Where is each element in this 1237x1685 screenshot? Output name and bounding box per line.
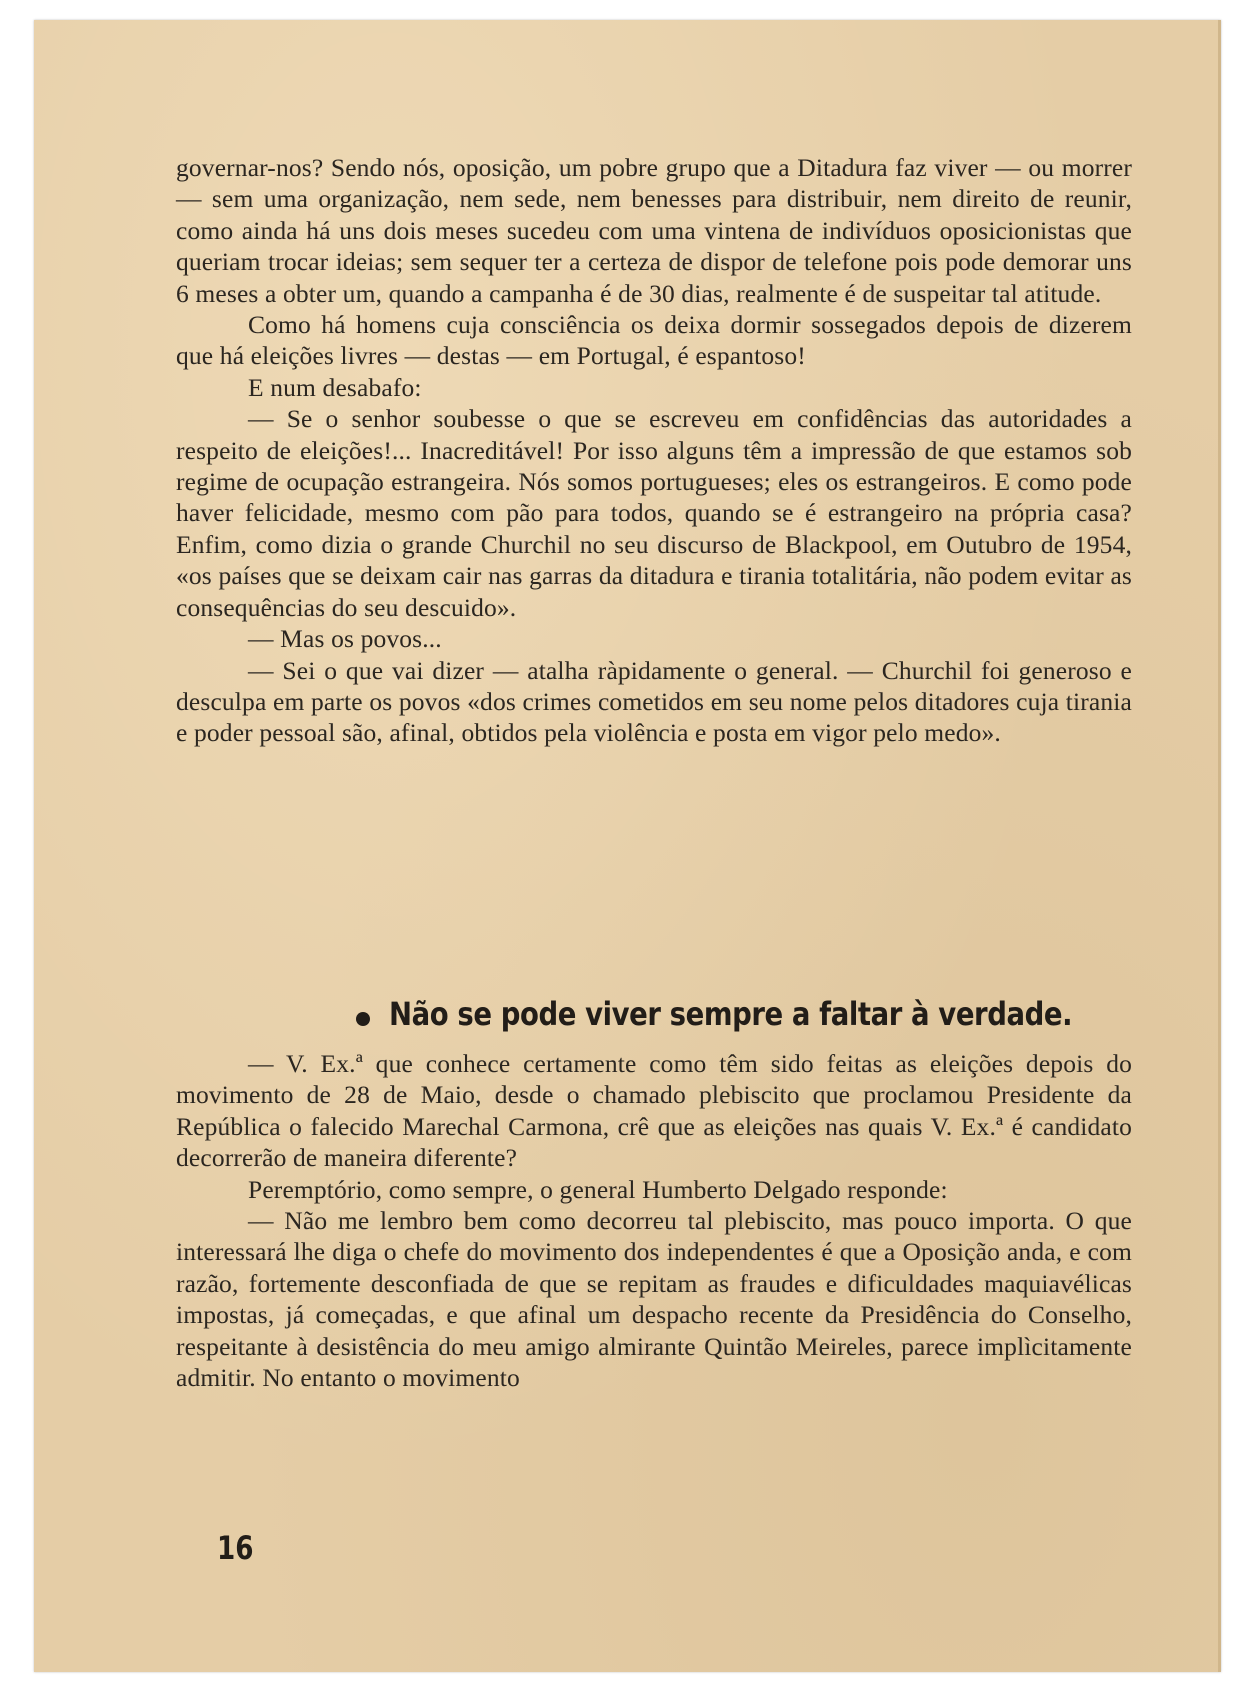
paragraph-confidencias: — Se o senhor soubesse o que se escreveu em confidências das autoridades a respeito de eleições!... Inacreditável! Por isso alguns têm a impressão de que estamos sob regime de ocupação estrangeira. Nós somos portugueses; eles os estrangeiros. E como pode haver felicidade, mesmo com pão para todos, quando se é estrangeiro na própria casa? Enfim, como dizia o grande Churchil no seu discurso de Blackpool, em Outubro de 1954, «os países que se deixam cair nas garras da ditadura e tirania totalitária, não podem evitar as consequências do seu descuido». bbox=[176, 404, 1132, 622]
bottom-text-block bbox=[176, 1048, 1132, 1393]
top-text-block bbox=[176, 152, 1132, 749]
paragraph-peremptorio: Peremptório, como sempre, o general Humberto Delgado responde: bbox=[248, 1174, 948, 1204]
paragraph-governar: governar-nos? Sendo nós, oposição, um pobre grupo que a Ditadura faz viver — ou morrer — sem uma organização, nem sede, nem benesses para distribuir, nem direito de reunir, como ainda há uns dois meses sucedeu com uma vintena de indivíduos oposicionistas que queriam trocar ideias; sem sequer ter a certeza de dispor de telefone pois pode demorar uns 6 meses a obter um, quando a campanha é de 30 dias, realmente é de suspeitar tal atitude. bbox=[176, 153, 1132, 308]
paragraph-churchil: — Sei o que vai dizer — atalha ràpidamente o general. — Churchil foi generoso e desculpa em parte os povos «dos crimes cometidos em seu nome pelos ditadores cuja tirania e poder pessoal são, afinal, obtidos pela violência e posta em vigor pelo medo». bbox=[176, 655, 1132, 748]
paragraph-pergunta: — V. Ex.ª que conhece certamente como têm sido feitas as eleições depois do movimento de 28 de Maio, desde o chamado plebiscito que proclamou Presidente da República o falecido Marechal Carmona, crê que as eleições nas quais V. Ex.ª é candidato decorrerão de maneira diferente? bbox=[176, 1049, 1132, 1173]
bullet-icon bbox=[356, 1012, 370, 1026]
paragraph-desabafo: E num desabafo: bbox=[248, 372, 422, 402]
paragraph-consciencia: Como há homens cuja consciência os deixa dormir sossegados depois de dizerem que há eleições livres — destas — em Portugal, é espantoso! bbox=[176, 310, 1132, 371]
section-heading: Não se pode viver sempre a faltar à verdade. bbox=[389, 995, 1073, 1033]
paragraph-mas-os-povos: — Mas os povos... bbox=[248, 624, 442, 654]
page-number: 16 bbox=[217, 1529, 254, 1567]
book-page bbox=[34, 20, 1221, 1672]
paragraph-resposta: — Não me lembro bem como decorreu tal plebiscito, mas pouco importa. O que interessará lhe diga o chefe do movimento dos independentes é que a Oposição anda, e com razão, fortemente desconfiada de que se repitam as fraudes e dificuldades maquiavélicas impostas, já começadas, e que afinal um despacho recente da Presidência do Conselho, respeitante à desistência do meu amigo almirante Quintão Meireles, parece implìcitamente admitir. No entanto o movimento bbox=[176, 1206, 1132, 1393]
